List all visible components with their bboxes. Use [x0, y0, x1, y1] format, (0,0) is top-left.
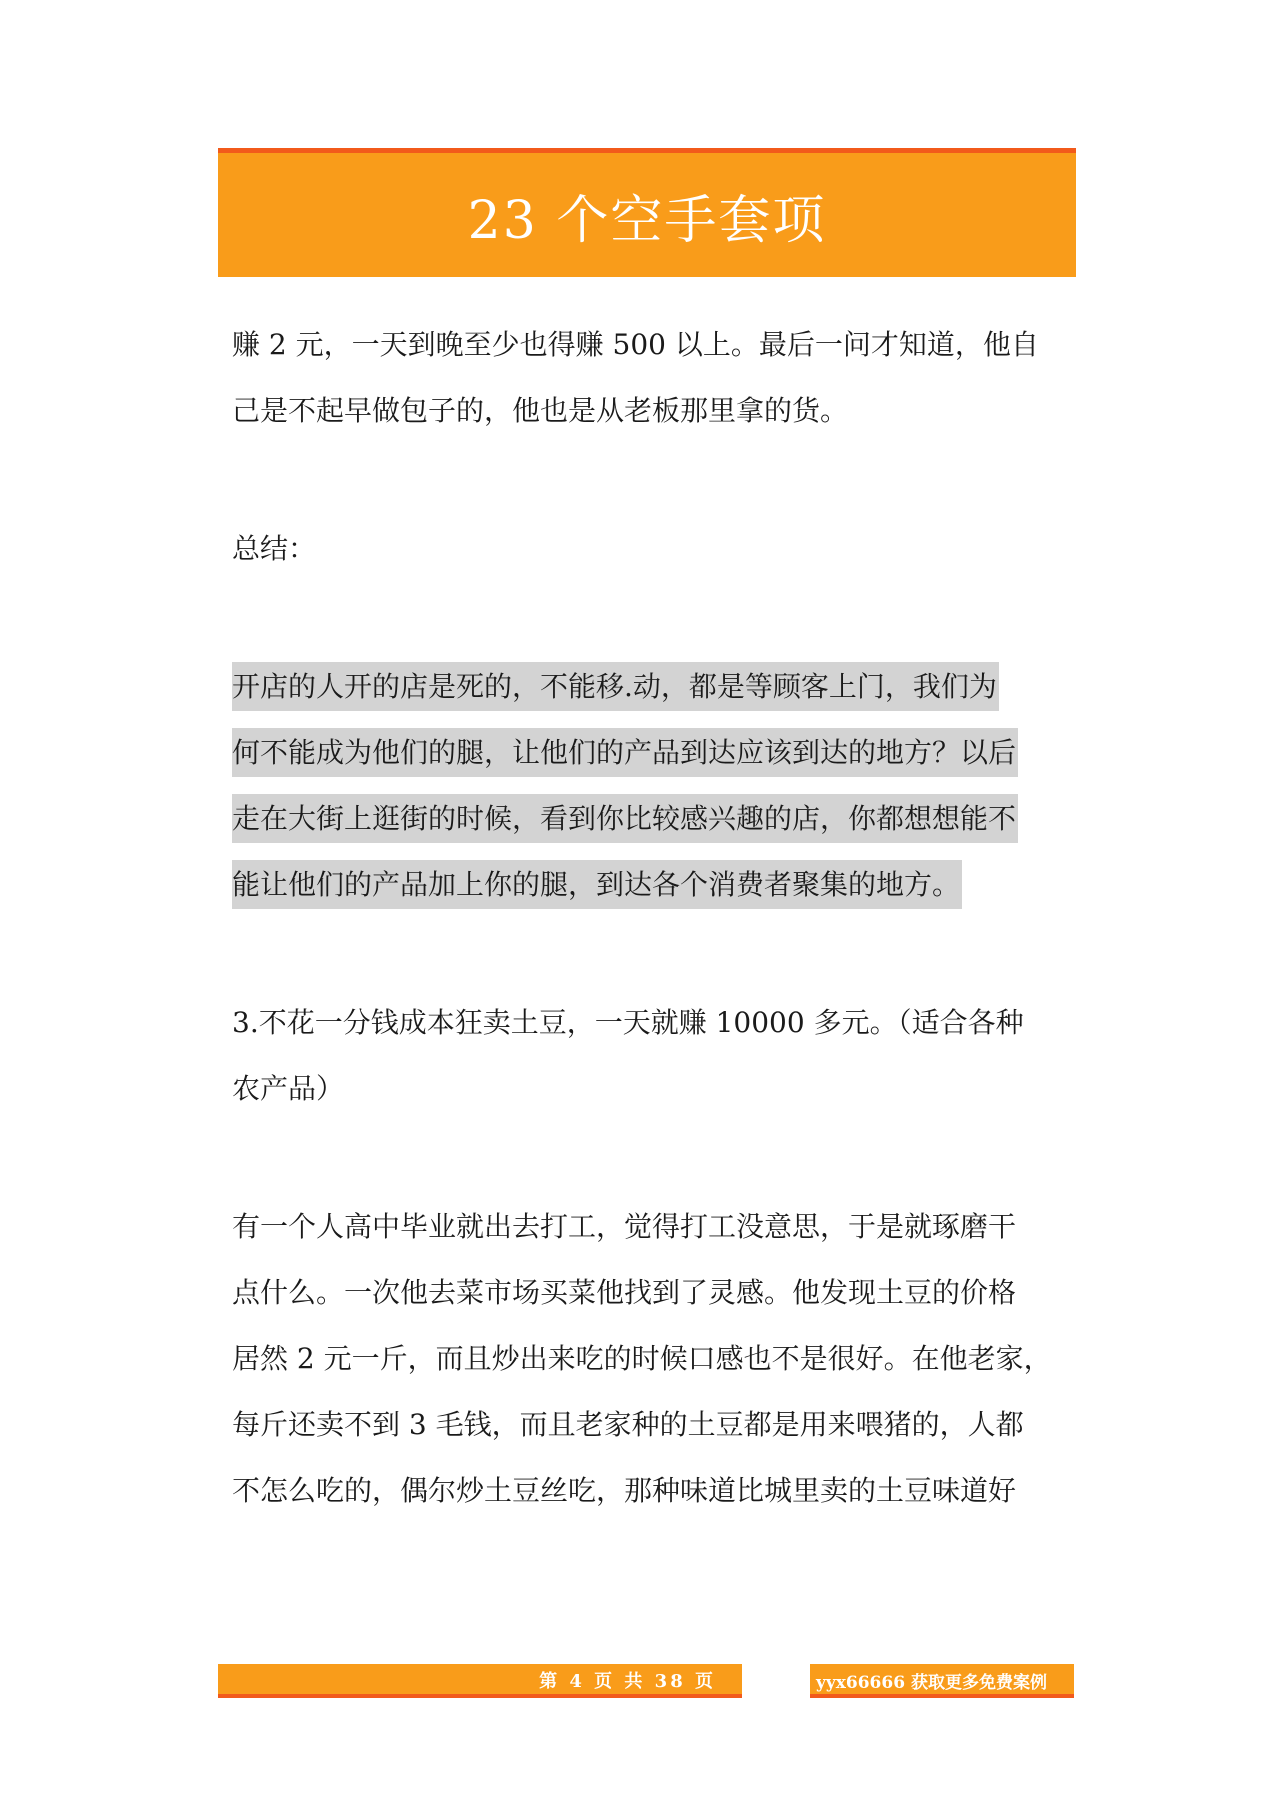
- promo-text: yyx66666 获取更多免费案例: [816, 1673, 1047, 1693]
- text-line: 农产品）: [232, 1072, 345, 1105]
- footer-page-bar: [218, 1664, 742, 1698]
- section-heading-3: [232, 990, 1062, 1122]
- text-line: 3.不花一分钱成本狂卖土豆，一天就赚 10000 多元。（适合各种: [232, 1006, 1024, 1039]
- text-line: 点什么。一次他去菜市场买菜他找到了灵感。他发现土豆的价格: [232, 1276, 1017, 1309]
- text-line: 能让他们的产品加上你的腿，到达各个消费者聚集的地方。: [232, 852, 1062, 918]
- text-line: 赚 2 元，一天到晚至少也得赚 500 以上。最后一问才知道，他自: [232, 328, 1039, 361]
- text-line: 己是不起早做包子的，他也是从老板那里拿的货。: [232, 394, 849, 427]
- paragraph-story: [232, 1194, 1062, 1524]
- highlighted-paragraph: [232, 654, 1062, 918]
- footer-promo-bar: [810, 1664, 1074, 1698]
- header-banner: [218, 148, 1076, 277]
- text-line: 居然 2 元一斤，而且炒出来吃的时候口感也不是很好。在他老家，: [232, 1342, 1052, 1375]
- page-number: 第 4 页 共 38 页: [539, 1671, 716, 1692]
- text-line: 不怎么吃的，偶尔炒土豆丝吃，那种味道比城里卖的土豆味道好: [232, 1474, 1017, 1507]
- document-body: [232, 312, 1062, 1524]
- summary-heading: 总结：: [232, 532, 317, 565]
- text-line: 有一个人高中毕业就出去打工，觉得打工没意思，于是就琢磨干: [232, 1210, 1017, 1243]
- text-line: 走在大街上逛街的时候，看到你比较感兴趣的店，你都想想能不: [232, 786, 1062, 852]
- text-line: 何不能成为他们的腿，让他们的产品到达应该到达的地方？以后: [232, 720, 1062, 786]
- text-line: 开店的人开的店是死的，不能移.动，都是等顾客上门，我们为: [232, 654, 1062, 720]
- paragraph-1: [232, 312, 1062, 444]
- text-line: 每斤还卖不到 3 毛钱，而且老家种的土豆都是用来喂猪的，人都: [232, 1408, 1024, 1441]
- page-title: 23 个空手套项: [467, 190, 827, 251]
